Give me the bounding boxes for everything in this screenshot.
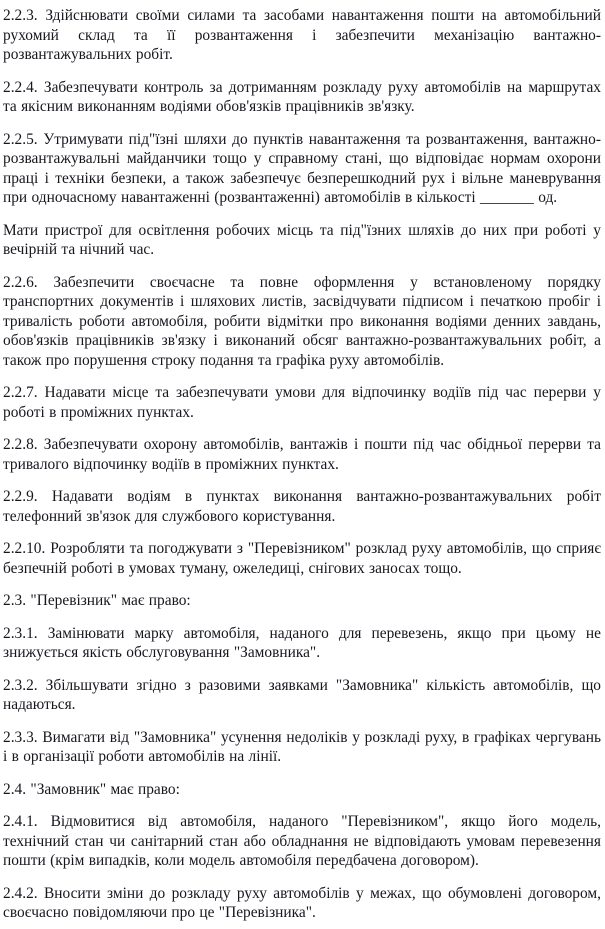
contract-clause-lighting-note: Мати пристрої для освітлення робочих місць та під"їзних шляхів до них при роботі у вечірній та нічний час. xyxy=(3,221,601,258)
contract-clause-2-2-8: 2.2.8. Забезпечувати охорону автомобілів, вантажів і пошти під час обідньої перерви та тривалого відпочинку водіїв в проміжних пунктах. xyxy=(3,436,601,473)
contract-clause-2-2-3: 2.2.3. Здійснювати своїми силами та засобами навантаження пошти на автомобільний рухомий склад та її розвантаження і забезпечити механізацію вантажно-розвантажувальних робіт. xyxy=(3,7,601,63)
contract-clause-2-3-3: 2.3.3. Вимагати від "Замовника" усунення недоліків у розкладі руху, в графіках чергувань і в організації роботи автомобілів на лінії. xyxy=(3,728,601,765)
contract-clause-2-4-2: 2.4.2. Вносити зміни до розкладу руху автомобілів у межах, що обумовлені договором, своєчасно повідомляючи про це "Перевізника". xyxy=(3,884,601,921)
contract-clause-2-3: 2.3. "Перевізник" має право: xyxy=(3,592,191,609)
contract-clause-2-2-6: 2.2.6. Забезпечити своєчасне та повне оформлення у встановленому порядку транспортних документів і шляхових листів, засвідчувати підписом і печаткою пробіг і тривалість роботи автомобіля, робити відмітки про виконання водіями денних завдань, обов'язків працівників зв'язку і виконаний обсяг вантажно-розвантажувальних робіт, а також про порушення строку подання та графіка руху автомобілів. xyxy=(3,273,601,369)
contract-clause-2-3-1: 2.3.1. Замінювати марку автомобіля, наданого для перевезень, якщо при цьому не знижується якість обслуговування "Замовника". xyxy=(3,624,601,661)
contract-clause-2-4-1: 2.4.1. Відмовитися від автомобіля, наданого "Перевізником", якщо його модель, технічний стан чи санітарний стан або обладнання не відповідають умовам перевезення пошти (крім випадків, коли модель автомобіля передбачена договором). xyxy=(3,813,601,869)
contract-clause-2-2-7: 2.2.7. Надавати місце та забезпечувати умови для відпочинку водіїв під час перерви у роботі в проміжних пунктах. xyxy=(3,384,601,421)
contract-clause-2-2-5: 2.2.5. Утримувати під"їзні шляхи до пунктів навантаження та розвантаження, вантажно-розвантажувальні майданчики тощо у справному стані, що відповідає нормам охорони праці і техніки безпеки, а також забезпечує безперешкодний рух і вільне маневрування при одночасному навантаженні (розвантаженні) автомобілів в кількості _______ од. xyxy=(3,130,601,206)
contract-clause-2-4: 2.4. "Замовник" має право: xyxy=(3,780,180,798)
contract-clause-2-2-10: 2.2.10. Розробляти та погоджувати з "Перевізником" розклад руху автомобілів, що сприяє безпечній роботі в умовах туману, ожеледиці, снігових заносах тощо. xyxy=(3,540,601,577)
contract-clause-2-2-9: 2.2.9. Надавати водіям в пунктах виконання вантажно-розвантажувальних робіт телефонний зв'язок для службового користування. xyxy=(3,488,601,525)
contract-text xyxy=(3,6,601,923)
contract-clause-2-3-2: 2.3.2. Збільшувати згідно з разовими заявками "Замовника" кількість автомобілів, що надаються. xyxy=(3,676,601,713)
contract-clause-2-2-4: 2.2.4. Забезпечувати контроль за дотриманням розкладу руху автомобілів на маршрутах та якісним виконанням водіями обов'язків працівників зв'язку. xyxy=(3,78,601,115)
